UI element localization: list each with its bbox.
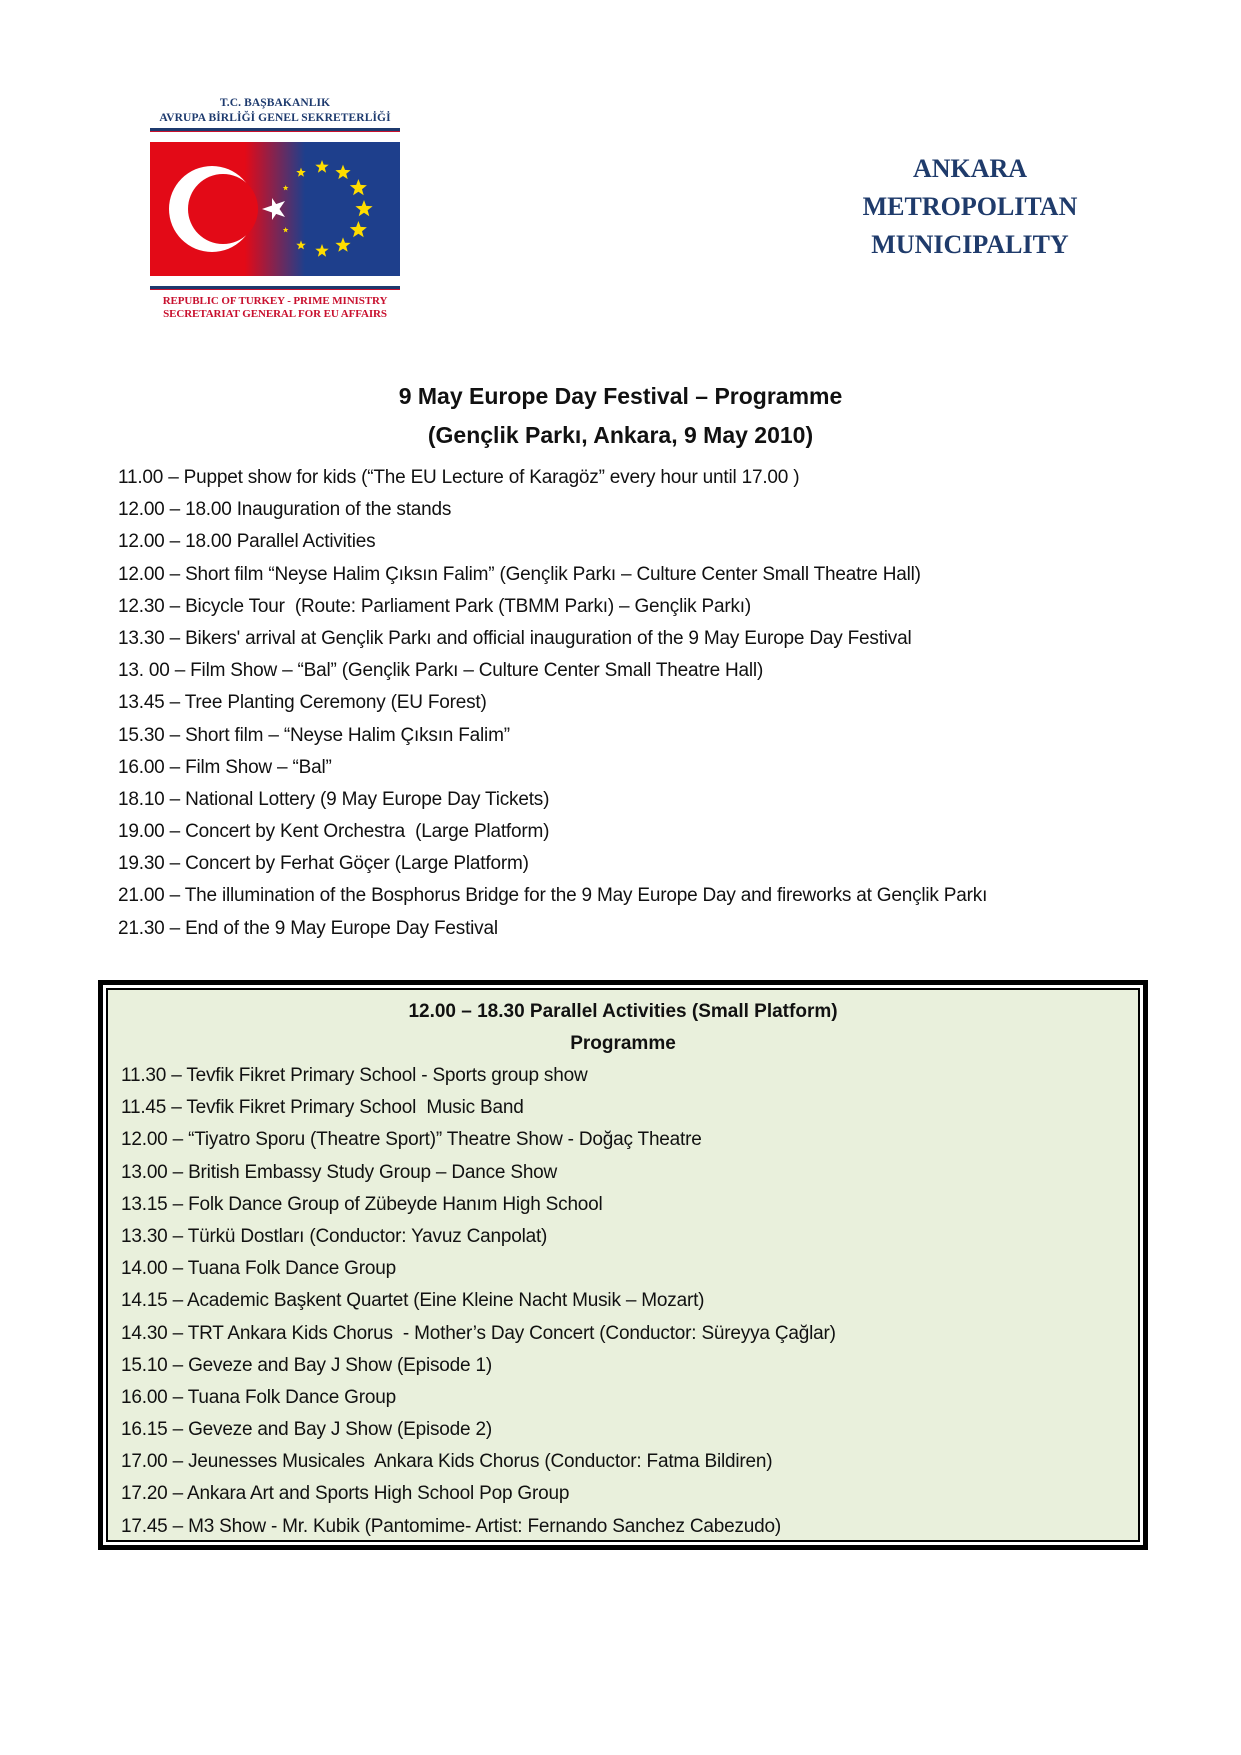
programme-item: 11.00 – Puppet show for kids (“The EU Lecture of Karagöz” every hour until 17.00 ) [118, 467, 800, 488]
eu-star-icon [315, 160, 328, 173]
parallel-activities-panel [106, 988, 1140, 1542]
page-title: 9 May Europe Day Festival – Programme [398, 383, 843, 409]
municipality-line-2: METROPOLITAN [862, 192, 1078, 221]
parallel-activity-item: 14.30 – TRT Ankara Kids Chorus - Mother’s Day Concert (Conductor: Süreyya Çağlar) [121, 1322, 836, 1344]
parallel-activity-item: 13.15 – Folk Dance Group of Zübeyde Hanım High School [121, 1193, 603, 1215]
logo-top-line-2: AVRUPA BİRLİĞİ GENEL SEKRETERLİĞİ [159, 112, 391, 124]
parallel-activity-item: 13.00 – British Embassy Study Group – Dance Show [121, 1161, 558, 1183]
logo-bottom-line-1: REPUBLIC OF TURKEY - PRIME MINISTRY [162, 295, 388, 307]
parallel-activity-item: 16.00 – Tuana Folk Dance Group [121, 1386, 396, 1408]
municipality-heading [820, 150, 1120, 264]
parallel-activity-item: 12.00 – “Tiyatro Sporu (Theatre Sport)” Theatre Show - Doğaç Theatre [121, 1129, 702, 1151]
programme-item: 21.00 – The illumination of the Bosphorus Bridge for the 9 May Europe Day and fireworks at Gençlik Parkı [118, 885, 988, 907]
logo-divider-bottom [150, 286, 400, 290]
municipality-line-3: MUNICIPALITY [871, 230, 1069, 259]
turkey-eu-flag-emblem [150, 142, 400, 276]
programme-item: 12.00 – 18.00 Parallel Activities [118, 531, 376, 553]
programme-item: 12.00 – 18.00 Inauguration of the stands [118, 499, 452, 521]
logo-bottom-line-2: SECRETARIAT GENERAL FOR EU AFFAIRS [163, 308, 387, 320]
eu-star-icon [335, 165, 350, 180]
parallel-activity-item: 13.30 – Türkü Dostları (Conductor: Yavuz Canpolat) [121, 1225, 548, 1247]
parallel-activity-item: 17.20 – Ankara Art and Sports High School Pop Group [121, 1483, 570, 1505]
parallel-activity-item: 17.45 – M3 Show - Mr. Kubik (Pantomime- Artist: Fernando Sanchez Cabezudo) [121, 1515, 782, 1537]
logo-divider-top [150, 128, 400, 132]
programme-item: 16.00 – Film Show – “Bal” [118, 756, 332, 778]
programme-item: 12.00 – Short film “Neyse Halim Çıksın Falim” (Gençlik Parkı – Culture Center Small Theatre Hall) [118, 563, 921, 585]
programme-item: 13.45 – Tree Planting Ceremony (EU Forest) [118, 692, 487, 714]
programme-item: 21.30 – End of the 9 May Europe Day Festival [118, 917, 498, 939]
flag-graphic [150, 142, 400, 276]
star-icon [262, 198, 285, 220]
programme-item: 13.30 – Bikers' arrival at Gençlik Parkı and official inauguration of the 9 May Europe Day Festival [118, 627, 912, 649]
municipality-line-1: ANKARA [912, 154, 1028, 183]
eu-star-icon [296, 168, 306, 177]
parallel-activities-heading: 12.00 – 18.30 Parallel Activities (Small Platform) [408, 1001, 838, 1022]
eu-star-icon [283, 227, 289, 232]
eu-secretariat-logo [150, 96, 400, 321]
logo-bottom-text [150, 295, 400, 321]
eu-stars-icon [283, 160, 373, 257]
parallel-activities-subheading: Programme [570, 1033, 676, 1054]
page-subtitle: (Gençlik Parkı, Ankara, 9 May 2010) [427, 422, 814, 448]
parallel-activity-item: 16.15 – Geveze and Bay J Show (Episode 2) [121, 1419, 492, 1441]
parallel-activity-item: 15.10 – Geveze and Bay J Show (Episode 1) [121, 1354, 492, 1376]
parallel-activity-item: 14.15 – Academic Başkent Quartet (Eine Kleine Nacht Musik – Mozart) [121, 1290, 705, 1312]
programme-item: 12.30 – Bicycle Tour (Route: Parliament Park (TBMM Parkı) – Gençlik Parkı) [118, 595, 751, 617]
programme-item: 18.10 – National Lottery (9 May Europe Day Tickets) [118, 788, 550, 810]
parallel-activity-item: 17.00 – Jeunesses Musicales Ankara Kids Chorus (Conductor: Fatma Bildiren) [121, 1451, 773, 1473]
parallel-activity-item: 14.00 – Tuana Folk Dance Group [121, 1258, 396, 1280]
eu-star-icon [315, 244, 328, 257]
parallel-activity-item: 11.30 – Tevfik Fikret Primary School - Sports group show [121, 1065, 588, 1086]
parallel-activity-item: 11.45 – Tevfik Fikret Primary School Music Band [121, 1097, 524, 1119]
eu-star-icon [283, 185, 289, 190]
logo-top-text [150, 96, 400, 126]
crescent-icon [169, 166, 258, 252]
eu-star-icon [350, 179, 367, 195]
programme-item: 15.30 – Short film – “Neyse Halim Çıksın Falim” [118, 724, 510, 746]
programme-list [118, 462, 987, 945]
eu-star-icon [355, 200, 372, 216]
eu-star-icon [335, 237, 350, 251]
programme-item: 19.30 – Concert by Ferhat Göçer (Large Platform) [118, 853, 529, 875]
programme-item: 13. 00 – Film Show – “Bal” (Gençlik Parkı – Culture Center Small Theatre Hall) [118, 660, 764, 682]
programme-item: 19.00 – Concert by Kent Orchestra (Large Platform) [118, 821, 550, 843]
logo-top-line-1: T.C. BAŞBAKANLIK [219, 97, 331, 109]
eu-star-icon [350, 221, 367, 237]
eu-star-icon [296, 240, 306, 249]
parallel-activities-box [98, 980, 1148, 1550]
parallel-activities-list [108, 1060, 1138, 1543]
